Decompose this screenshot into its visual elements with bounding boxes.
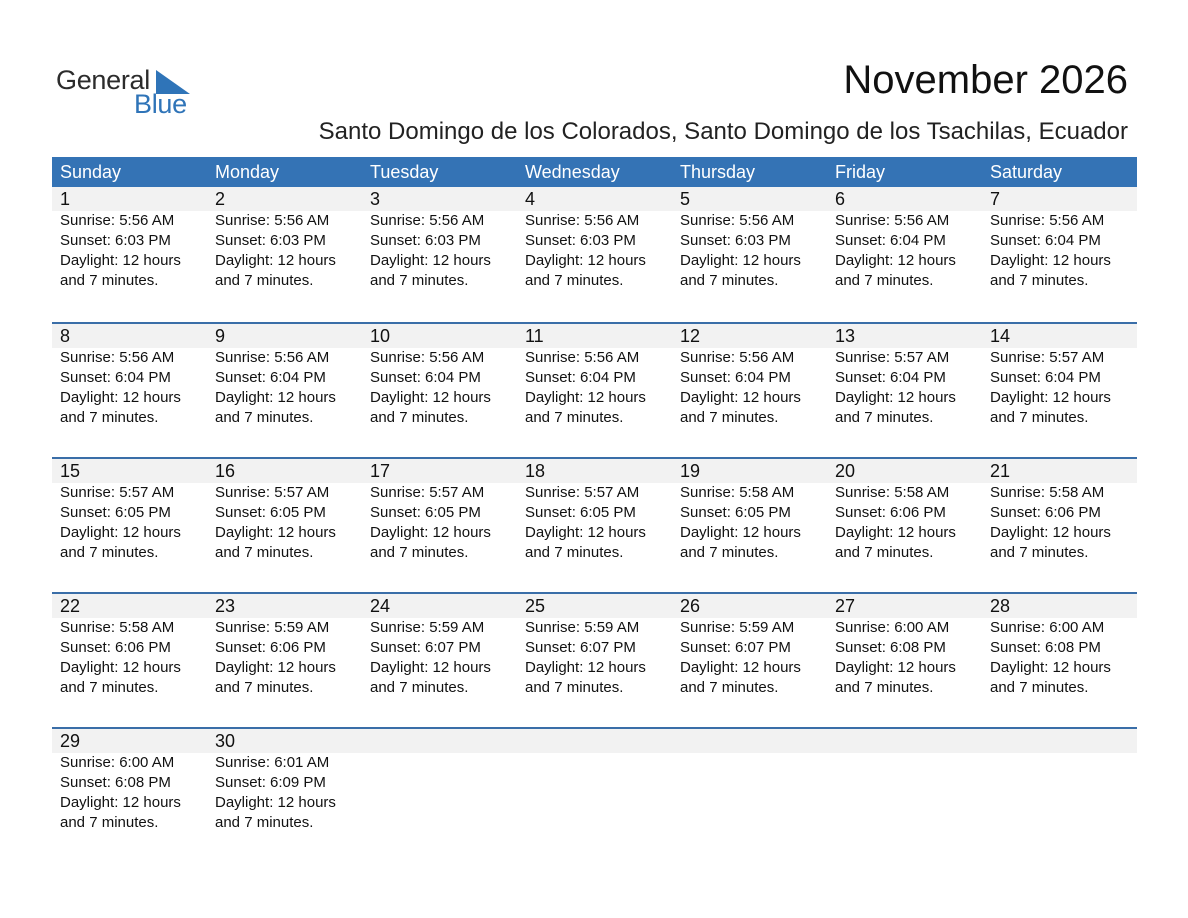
day-number xyxy=(517,729,672,753)
daylight-minutes: and 7 minutes. xyxy=(835,272,934,289)
sunrise-time: Sunrise: 6:00 AM xyxy=(60,754,175,771)
day-cell xyxy=(207,594,362,698)
sunrise-time: Sunrise: 5:57 AM xyxy=(370,484,485,501)
daylight-minutes: and 7 minutes. xyxy=(990,409,1089,426)
daylight-minutes: and 7 minutes. xyxy=(835,544,934,561)
week-days xyxy=(52,459,1137,563)
daylight-hours: Daylight: 12 hours xyxy=(835,389,956,406)
day-cell xyxy=(362,187,517,291)
daylight-hours: Daylight: 12 hours xyxy=(990,524,1111,541)
sunrise-time: Sunrise: 5:56 AM xyxy=(215,349,330,366)
daylight-minutes: and 7 minutes. xyxy=(680,272,779,289)
empty-day-cell xyxy=(827,729,982,833)
daylight-hours: Daylight: 12 hours xyxy=(215,524,336,541)
daylight-minutes: and 7 minutes. xyxy=(215,814,314,831)
week-days xyxy=(52,187,1137,291)
sunset-time: Sunset: 6:04 PM xyxy=(835,232,946,249)
sunset-time: Sunset: 6:03 PM xyxy=(215,232,326,249)
day-number: 25 xyxy=(517,594,672,618)
daylight-hours: Daylight: 12 hours xyxy=(990,659,1111,676)
day-number: 7 xyxy=(982,187,1137,211)
daylight-hours: Daylight: 12 hours xyxy=(215,252,336,269)
weekday-thursday: Thursday xyxy=(680,162,756,182)
weekday-header xyxy=(52,157,1137,187)
sunset-time: Sunset: 6:06 PM xyxy=(60,639,171,656)
sunrise-time: Sunrise: 5:58 AM xyxy=(680,484,795,501)
day-cell xyxy=(827,324,982,428)
daylight-hours: Daylight: 12 hours xyxy=(370,524,491,541)
day-number: 20 xyxy=(827,459,982,483)
calendar-grid xyxy=(52,157,1137,862)
daylight-minutes: and 7 minutes. xyxy=(60,679,159,696)
daylight-hours: Daylight: 12 hours xyxy=(60,524,181,541)
daylight-hours: Daylight: 12 hours xyxy=(525,524,646,541)
daylight-hours: Daylight: 12 hours xyxy=(370,389,491,406)
daylight-hours: Daylight: 12 hours xyxy=(60,659,181,676)
daylight-hours: Daylight: 12 hours xyxy=(680,252,801,269)
daylight-minutes: and 7 minutes. xyxy=(60,409,159,426)
sunset-time: Sunset: 6:06 PM xyxy=(215,639,326,656)
daylight-minutes: and 7 minutes. xyxy=(215,544,314,561)
day-cell xyxy=(672,324,827,428)
day-number: 2 xyxy=(207,187,362,211)
daylight-minutes: and 7 minutes. xyxy=(525,544,624,561)
weekday-monday: Monday xyxy=(215,162,280,182)
daylight-minutes: and 7 minutes. xyxy=(60,814,159,831)
sunset-time: Sunset: 6:07 PM xyxy=(370,639,481,656)
sunset-time: Sunset: 6:04 PM xyxy=(990,369,1101,386)
daylight-hours: Daylight: 12 hours xyxy=(525,389,646,406)
daylight-minutes: and 7 minutes. xyxy=(525,272,624,289)
day-number: 21 xyxy=(982,459,1137,483)
day-cell xyxy=(52,324,207,428)
logo-text-blue: Blue xyxy=(134,89,187,119)
calendar-week-row xyxy=(52,727,1137,862)
daylight-minutes: and 7 minutes. xyxy=(215,679,314,696)
sunset-time: Sunset: 6:04 PM xyxy=(60,369,171,386)
sunrise-time: Sunrise: 5:58 AM xyxy=(990,484,1105,501)
daylight-hours: Daylight: 12 hours xyxy=(680,389,801,406)
daylight-minutes: and 7 minutes. xyxy=(370,272,469,289)
day-number: 14 xyxy=(982,324,1137,348)
day-number: 29 xyxy=(52,729,207,753)
day-number: 17 xyxy=(362,459,517,483)
day-cell xyxy=(672,459,827,563)
day-cell xyxy=(827,187,982,291)
day-cell xyxy=(827,459,982,563)
empty-day-cell xyxy=(362,729,517,833)
sunrise-time: Sunrise: 5:59 AM xyxy=(215,619,330,636)
daylight-hours: Daylight: 12 hours xyxy=(525,659,646,676)
sunset-time: Sunset: 6:09 PM xyxy=(215,774,326,791)
daylight-hours: Daylight: 12 hours xyxy=(215,794,336,811)
daylight-minutes: and 7 minutes. xyxy=(680,409,779,426)
sunset-time: Sunset: 6:04 PM xyxy=(215,369,326,386)
day-cell xyxy=(52,729,207,833)
sunrise-time: Sunrise: 5:56 AM xyxy=(60,349,175,366)
weekday-tuesday: Tuesday xyxy=(370,162,439,182)
day-cell xyxy=(982,459,1137,563)
day-number: 5 xyxy=(672,187,827,211)
day-number: 19 xyxy=(672,459,827,483)
sunset-time: Sunset: 6:04 PM xyxy=(835,369,946,386)
empty-day-cell xyxy=(982,729,1137,833)
daylight-minutes: and 7 minutes. xyxy=(990,544,1089,561)
day-number: 16 xyxy=(207,459,362,483)
daylight-minutes: and 7 minutes. xyxy=(215,272,314,289)
day-cell xyxy=(52,459,207,563)
day-number: 26 xyxy=(672,594,827,618)
day-number: 4 xyxy=(517,187,672,211)
day-number: 22 xyxy=(52,594,207,618)
sunrise-time: Sunrise: 5:56 AM xyxy=(525,349,640,366)
daylight-minutes: and 7 minutes. xyxy=(990,272,1089,289)
day-number: 28 xyxy=(982,594,1137,618)
daylight-minutes: and 7 minutes. xyxy=(680,679,779,696)
sunrise-time: Sunrise: 5:57 AM xyxy=(60,484,175,501)
day-cell xyxy=(207,459,362,563)
day-number xyxy=(362,729,517,753)
day-number: 15 xyxy=(52,459,207,483)
sunset-time: Sunset: 6:05 PM xyxy=(370,504,481,521)
day-cell xyxy=(52,187,207,291)
day-cell xyxy=(517,459,672,563)
day-number: 3 xyxy=(362,187,517,211)
sunset-time: Sunset: 6:08 PM xyxy=(60,774,171,791)
sunrise-time: Sunrise: 5:56 AM xyxy=(680,212,795,229)
sunrise-time: Sunrise: 6:01 AM xyxy=(215,754,330,771)
calendar-week-row xyxy=(52,457,1137,592)
sunset-time: Sunset: 6:07 PM xyxy=(680,639,791,656)
sunrise-time: Sunrise: 6:00 AM xyxy=(990,619,1105,636)
daylight-minutes: and 7 minutes. xyxy=(680,544,779,561)
daylight-hours: Daylight: 12 hours xyxy=(990,252,1111,269)
daylight-hours: Daylight: 12 hours xyxy=(835,252,956,269)
day-number: 9 xyxy=(207,324,362,348)
daylight-hours: Daylight: 12 hours xyxy=(835,524,956,541)
daylight-hours: Daylight: 12 hours xyxy=(60,252,181,269)
sunrise-time: Sunrise: 5:56 AM xyxy=(525,212,640,229)
day-number: 8 xyxy=(52,324,207,348)
daylight-minutes: and 7 minutes. xyxy=(990,679,1089,696)
sunset-time: Sunset: 6:06 PM xyxy=(990,504,1101,521)
day-cell xyxy=(982,594,1137,698)
daylight-hours: Daylight: 12 hours xyxy=(60,794,181,811)
daylight-minutes: and 7 minutes. xyxy=(370,409,469,426)
sunset-time: Sunset: 6:08 PM xyxy=(835,639,946,656)
sunset-time: Sunset: 6:06 PM xyxy=(835,504,946,521)
day-cell xyxy=(672,187,827,291)
day-number: 11 xyxy=(517,324,672,348)
sunrise-time: Sunrise: 5:57 AM xyxy=(990,349,1105,366)
calendar-week-row xyxy=(52,322,1137,457)
day-number: 24 xyxy=(362,594,517,618)
day-cell xyxy=(517,324,672,428)
calendar-week-row xyxy=(52,187,1137,322)
sunset-time: Sunset: 6:03 PM xyxy=(680,232,791,249)
sunrise-time: Sunrise: 5:58 AM xyxy=(60,619,175,636)
sunrise-time: Sunrise: 5:57 AM xyxy=(835,349,950,366)
sunrise-time: Sunrise: 5:56 AM xyxy=(370,349,485,366)
day-cell xyxy=(827,594,982,698)
sunrise-time: Sunrise: 5:57 AM xyxy=(525,484,640,501)
calendar-weeks xyxy=(52,187,1137,862)
sunset-time: Sunset: 6:03 PM xyxy=(60,232,171,249)
daylight-hours: Daylight: 12 hours xyxy=(60,389,181,406)
day-cell xyxy=(362,594,517,698)
daylight-hours: Daylight: 12 hours xyxy=(370,659,491,676)
sunset-time: Sunset: 6:04 PM xyxy=(680,369,791,386)
daylight-minutes: and 7 minutes. xyxy=(370,679,469,696)
day-cell xyxy=(362,459,517,563)
sunrise-time: Sunrise: 6:00 AM xyxy=(835,619,950,636)
day-cell xyxy=(982,187,1137,291)
day-cell xyxy=(52,594,207,698)
day-cell xyxy=(362,324,517,428)
empty-day-cell xyxy=(672,729,827,833)
sunrise-time: Sunrise: 5:56 AM xyxy=(215,212,330,229)
generalblue-logo xyxy=(56,64,196,120)
sunrise-time: Sunrise: 5:56 AM xyxy=(370,212,485,229)
sunrise-time: Sunrise: 5:59 AM xyxy=(370,619,485,636)
daylight-hours: Daylight: 12 hours xyxy=(215,659,336,676)
sunrise-time: Sunrise: 5:59 AM xyxy=(525,619,640,636)
daylight-minutes: and 7 minutes. xyxy=(835,409,934,426)
day-number: 6 xyxy=(827,187,982,211)
day-number: 13 xyxy=(827,324,982,348)
sunset-time: Sunset: 6:05 PM xyxy=(525,504,636,521)
weekday-sunday: Sunday xyxy=(60,162,122,182)
sunrise-time: Sunrise: 5:56 AM xyxy=(60,212,175,229)
day-number xyxy=(672,729,827,753)
day-cell xyxy=(982,324,1137,428)
day-cell xyxy=(207,187,362,291)
day-cell xyxy=(517,187,672,291)
day-number: 1 xyxy=(52,187,207,211)
day-cell xyxy=(207,729,362,833)
daylight-minutes: and 7 minutes. xyxy=(215,409,314,426)
sunset-time: Sunset: 6:03 PM xyxy=(525,232,636,249)
sunset-time: Sunset: 6:03 PM xyxy=(370,232,481,249)
location-subtitle: Santo Domingo de los Colorados, Santo Domingo de los Tsachilas, Ecuador xyxy=(318,118,1128,145)
daylight-minutes: and 7 minutes. xyxy=(370,544,469,561)
daylight-hours: Daylight: 12 hours xyxy=(990,389,1111,406)
sunrise-time: Sunrise: 5:57 AM xyxy=(215,484,330,501)
daylight-minutes: and 7 minutes. xyxy=(60,272,159,289)
sunset-time: Sunset: 6:07 PM xyxy=(525,639,636,656)
day-cell xyxy=(672,594,827,698)
weekday-wednesday: Wednesday xyxy=(525,162,620,182)
week-days xyxy=(52,594,1137,698)
day-number: 12 xyxy=(672,324,827,348)
day-cell xyxy=(207,324,362,428)
sunset-time: Sunset: 6:05 PM xyxy=(680,504,791,521)
daylight-hours: Daylight: 12 hours xyxy=(835,659,956,676)
daylight-minutes: and 7 minutes. xyxy=(525,409,624,426)
daylight-hours: Daylight: 12 hours xyxy=(370,252,491,269)
daylight-hours: Daylight: 12 hours xyxy=(680,659,801,676)
sunrise-time: Sunrise: 5:56 AM xyxy=(835,212,950,229)
day-number xyxy=(827,729,982,753)
week-days xyxy=(52,729,1137,833)
day-number: 10 xyxy=(362,324,517,348)
daylight-hours: Daylight: 12 hours xyxy=(215,389,336,406)
day-number xyxy=(982,729,1137,753)
weekday-friday: Friday xyxy=(835,162,886,182)
sunset-time: Sunset: 6:05 PM xyxy=(215,504,326,521)
daylight-minutes: and 7 minutes. xyxy=(835,679,934,696)
sunset-time: Sunset: 6:05 PM xyxy=(60,504,171,521)
empty-day-cell xyxy=(517,729,672,833)
calendar-week-row xyxy=(52,592,1137,727)
day-number: 27 xyxy=(827,594,982,618)
sunset-time: Sunset: 6:08 PM xyxy=(990,639,1101,656)
week-days xyxy=(52,324,1137,428)
weekday-saturday: Saturday xyxy=(990,162,1063,182)
sunset-time: Sunset: 6:04 PM xyxy=(525,369,636,386)
sunrise-time: Sunrise: 5:59 AM xyxy=(680,619,795,636)
sunrise-time: Sunrise: 5:56 AM xyxy=(990,212,1105,229)
sunset-time: Sunset: 6:04 PM xyxy=(370,369,481,386)
daylight-minutes: and 7 minutes. xyxy=(525,679,624,696)
daylight-hours: Daylight: 12 hours xyxy=(525,252,646,269)
sunset-time: Sunset: 6:04 PM xyxy=(990,232,1101,249)
sunrise-time: Sunrise: 5:58 AM xyxy=(835,484,950,501)
day-number: 30 xyxy=(207,729,362,753)
daylight-hours: Daylight: 12 hours xyxy=(680,524,801,541)
day-cell xyxy=(517,594,672,698)
day-number: 18 xyxy=(517,459,672,483)
daylight-minutes: and 7 minutes. xyxy=(60,544,159,561)
logo-text-general: General xyxy=(56,65,150,95)
day-number: 23 xyxy=(207,594,362,618)
sunrise-time: Sunrise: 5:56 AM xyxy=(680,349,795,366)
page-title: November 2026 xyxy=(843,58,1128,102)
